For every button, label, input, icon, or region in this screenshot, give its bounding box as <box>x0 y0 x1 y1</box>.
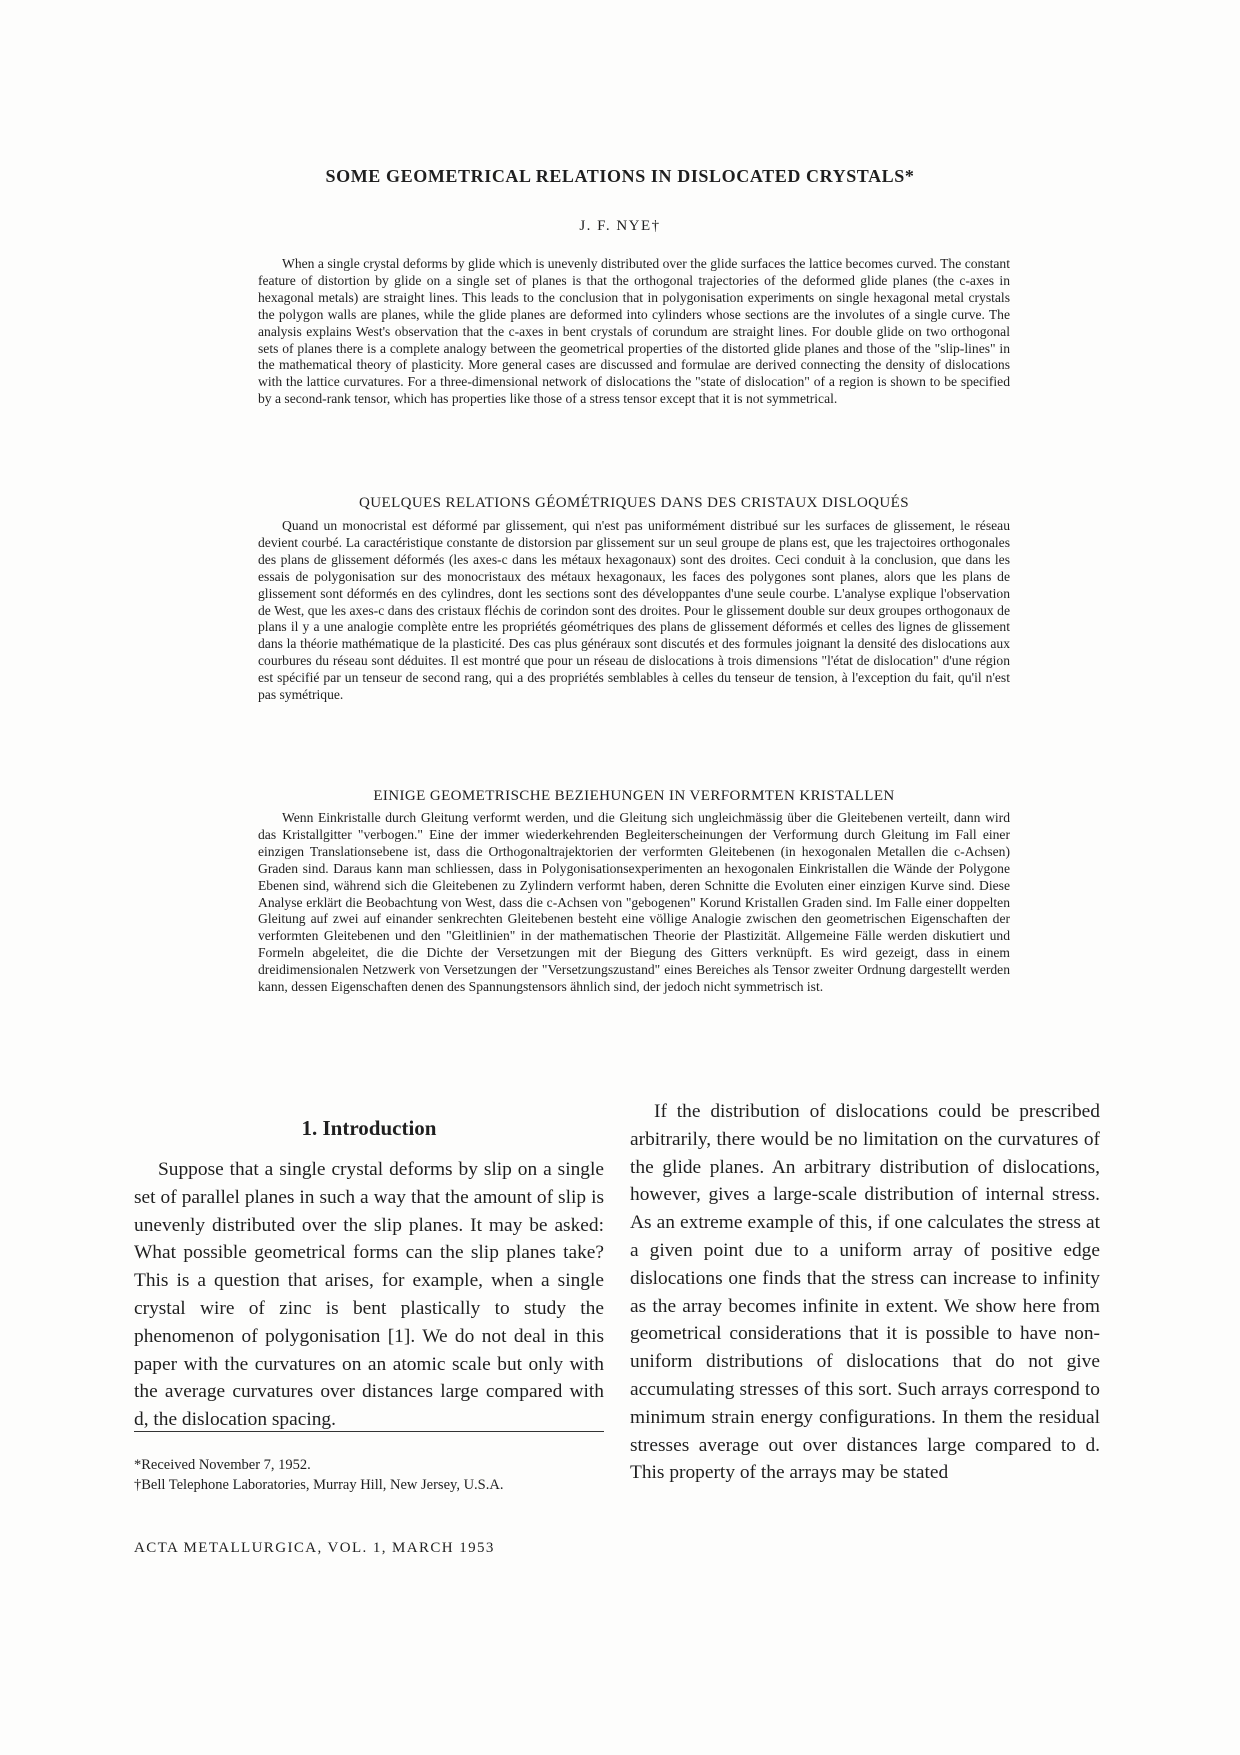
footnote-received: *Received November 7, 1952. <box>134 1457 311 1473</box>
footnote-affiliation: †Bell Telephone Laboratories, Murray Hill, New Jersey, U.S.A. <box>134 1477 504 1493</box>
abstract-english: When a single crystal deforms by glide which is unevenly distributed over the glide surfaces the lattice becomes curved. The constant feature of distortion by glide on a single set of planes is that the orthogonal trajectories of the deformed glide planes (the c-axes in hexagonal metals) are straight lines. This leads to the conclusion that in polygonisation experiments on single hexagonal metal crystals the polygon walls are planes, while the glide planes are deformed into cylinders whose sections are the involutes of a single curve. The analysis explains West's observation that the c-axes in bent crystals of corundum are straight lines. For double glide on two orthogonal sets of planes there is a complete analogy between the geometrical properties of the distorted glide planes and those of the "slip-lines" in the mathematical theory of plasticity. More general cases are discussed and formulae are derived connecting the density of dislocations with the lattice curvatures. For a three-dimensional network of dislocations the "state of dislocation" of a region is shown to be specified by a second-rank tensor, which has properties like those of a stress tensor except that it is not symmetrical. <box>258 256 1010 407</box>
french-abstract-heading: QUELQUES RELATIONS GÉOMÉTRIQUES DANS DES CRISTAUX DISLOQUÉS <box>359 495 909 511</box>
abstract-french: Quand un monocristal est déformé par glissement, qui n'est pas uniformément distribué sur les surfaces de glissement, le réseau devient courbé. La caractéristique constante de distorsion par glissement sur un seul groupe de plans est, que les trajectoires orthogonales des plans de glissement déformés (les axes-c dans les métaux hexagonaux) sont des droites. Ceci conduit à la conclusion, que dans les essais de polygonisation sur des monocristaux des métaux hexagonaux, les faces des polygones sont planes, alors que les plans de glissement sont déformés en des cylindres, dont les sections sont des développantes d'une seule courbe. L'analyse explique l'observation de West, que les axes-c dans des cristaux fléchis de corindon sont des droites. Pour le glissement double sur deux groupes orthogonaux de plans il y a une analogie complète entre les propriétés géométriques des plans de glissement déformés et celles des lignes de glissement dans la théorie mathématique de la plasticité. Des cas plus généraux sont discutés et des formules joignant la densité des dislocations aux courbures du réseau sont déduites. Il est montré que pour un réseau de dislocations à trois dimensions "l'état de dislocation" d'une région est spécifié par un tenseur de second rang, qui a des propriétés semblables à celles du tenseur de tension, à l'exception du fait, qu'il n'est pas symétrique. <box>258 518 1010 703</box>
section-heading-introduction: 1. Introduction <box>301 1116 437 1140</box>
footnote-divider <box>134 1431 604 1432</box>
german-abstract-heading: EINIGE GEOMETRISCHE BEZIEHUNGEN IN VERFORMTEN KRISTALLEN <box>373 788 895 804</box>
introduction-column-right: If the distribution of dislocations could be prescribed arbitrarily, there would be no limitation on the curvatures of the glide planes. An arbitrary distribution of dislocations, however, gives a large-scale distribution of internal stress. As an extreme example of this, if one calculates the stress at a given point due to a uniform array of positive edge dislocations one finds that the stress can increase to infinity as the array becomes infinite in extent. We show here from geometrical considerations that it is possible to have non-uniform distributions of dislocations that do not give accumulating stresses of this sort. Such arrays correspond to minimum strain energy configurations. In them the residual stresses average out over distances large compared to d. This property of the arrays may be stated <box>630 1101 1100 1484</box>
author-name: J. F. NYE† <box>579 218 661 234</box>
paper-title: SOME GEOMETRICAL RELATIONS IN DISLOCATED CRYSTALS* <box>325 166 915 186</box>
abstract-german: Wenn Einkristalle durch Gleitung verformt werden, und die Gleitung sich ungleichmässig über die Gleitebenen verteilt, dann wird das Kristallgitter "verbogen." Eine der immer wiederkehrenden Begleiterscheinungen der Verformung durch Gleitung im Fall einer einzigen Translationsebene ist, dass die Orthogonaltrajektorien der verformten Gleitebenen (in hexogonalen Metallen die c-Achsen) Graden sind. Daraus kann man schliessen, dass in Polygonisationsexperimenten an hexogonalen Einkristallen die Wände der Polygone Ebenen sind, während sich die Gleitebenen zu Zylindern verformt haben, deren Schnitte die Evoluten einer einzigen Kurve sind. Diese Analyse erklärt die Beobachtung von West, dass die c-Achsen von "gebogenen" Korund Kristallen Graden sind. Im Falle einer doppelten Gleitung auf zwei auf einander senkrechten Gleitebenen besteht eine völlige Analogie zwischen den geometrischen Eigenschaften der verformten Gleitebenen und den "Gleitlinien" in der mathematischen Theorie der Plastizität. Allgemeine Fälle werden diskutiert und Formeln abgeleitet, die die Dichte der Versetzungen mit der Biegung des Gitters verknüpft. Es wird gezeigt, dass in einem dreidimensionalen Netzwerk von Versetzungen der "Versetzungszustand" eines Bereiches als Tensor zweiter Ordnung dargestellt werden kann, dessen Eigenschaften denen des Spannungstensors ähnlich sind, der jedoch nicht symmetrisch ist. <box>258 810 1010 995</box>
introduction-column-left: Suppose that a single crystal deforms by slip on a single set of parallel planes in such a way that the amount of slip is unevenly distributed over the slip planes. It may be asked: What possible geometrical forms can the slip planes take? This is a question that arises, for example, when a single crystal wire of zinc is bent plastically to study the phenomenon of polygonisation [1]. We do not deal in this paper with the curvatures on an atomic scale but only with the average curvatures over distances large compared with d, the dislocation spacing. <box>134 1159 604 1431</box>
journal-citation: ACTA METALLURGICA, VOL. 1, MARCH 1953 <box>134 1540 495 1556</box>
